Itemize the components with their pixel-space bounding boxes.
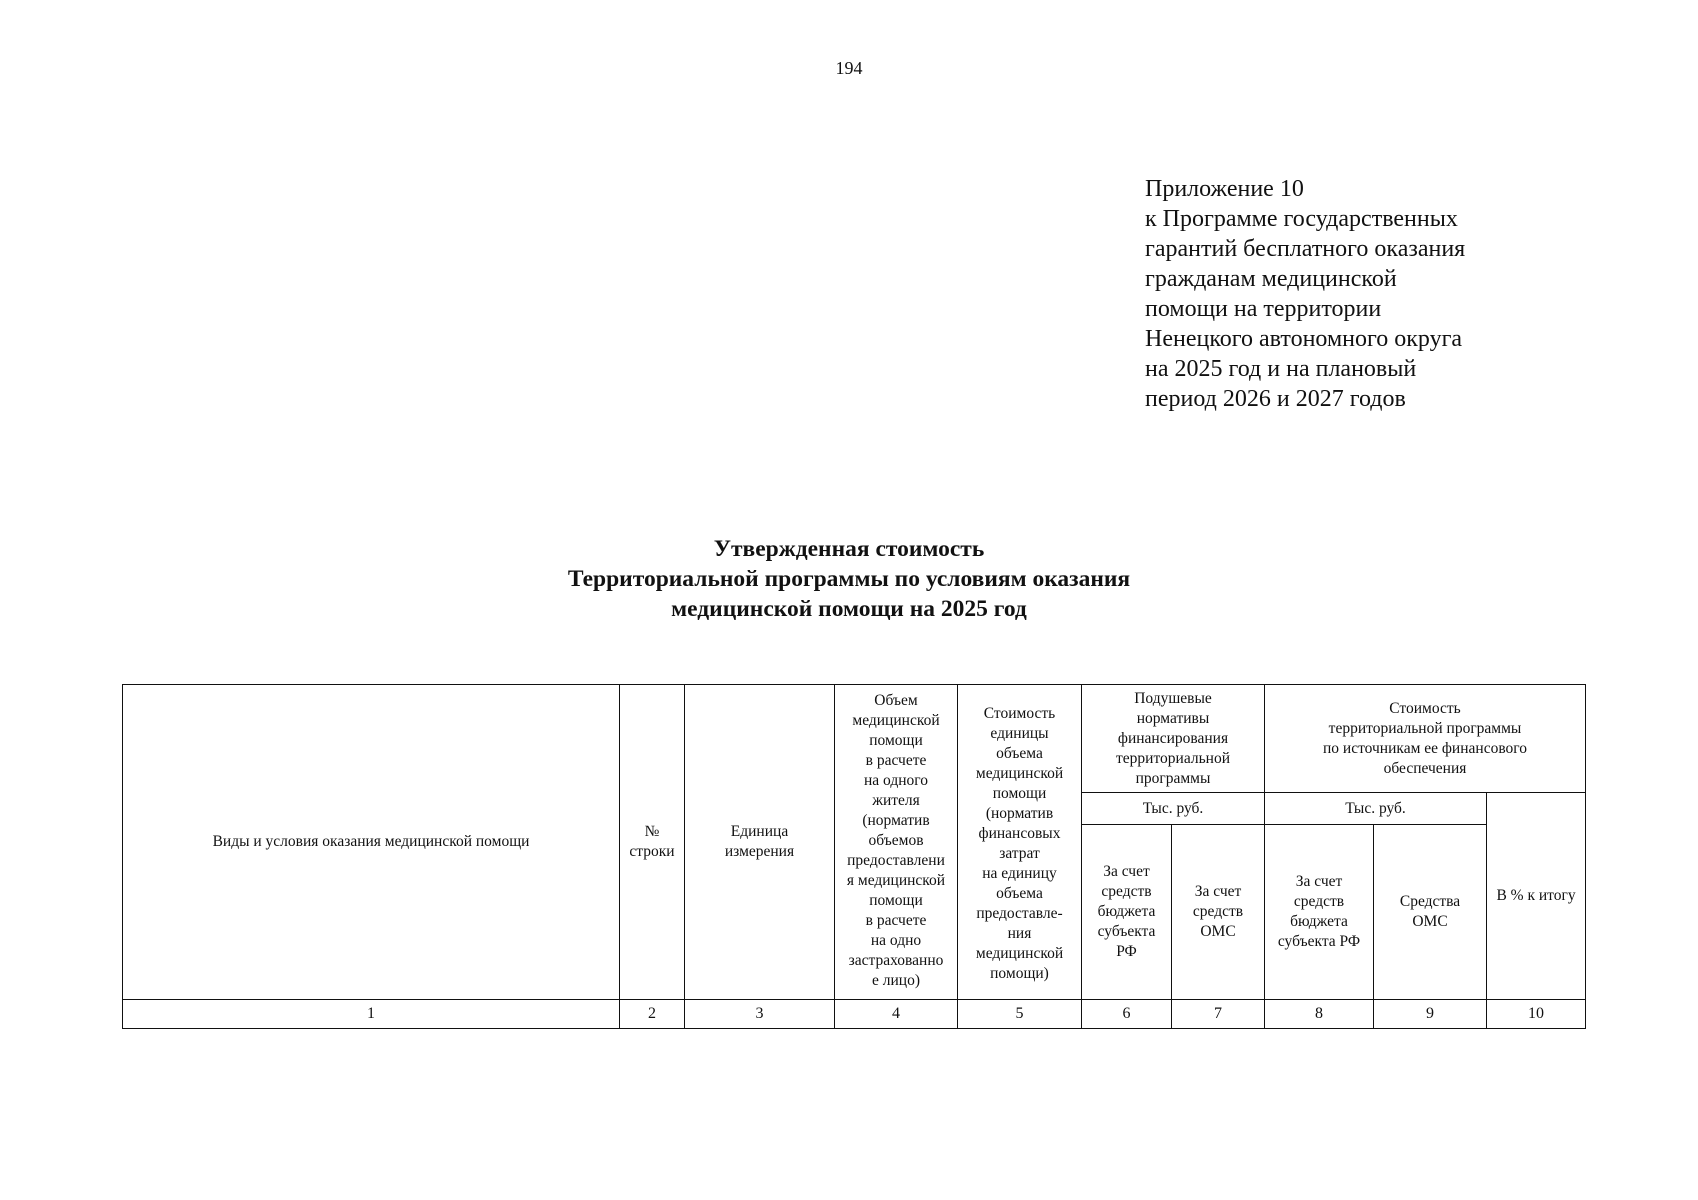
header-oms-funds-col7: За счет средств ОМС: [1172, 825, 1265, 1000]
header-per-capita-unit: Тыс. руб.: [1082, 793, 1265, 825]
header-oms-funds-col9: Средства ОМС: [1374, 825, 1487, 1000]
appendix-line: Приложение 10: [1145, 176, 1304, 202]
column-number: 4: [835, 1000, 958, 1029]
appendix-line: гражданам медицинской: [1145, 266, 1397, 292]
header-program-cost: Стоимость территориальной программы по источникам ее финансового обеспечения: [1265, 685, 1586, 793]
appendix-line: на 2025 год и на плановый: [1145, 356, 1417, 382]
appendix-reference: [1145, 174, 1665, 414]
column-number: 9: [1374, 1000, 1487, 1029]
header-budget-funds-col8: За счет средств бюджета субъекта РФ: [1265, 825, 1374, 1000]
title-line: Утвержденная стоимость: [713, 536, 985, 562]
header-unit-cost: Стоимость единицы объема медицинской помощи (норматив финансовых затрат на единицу объема предоставле- ния медицинской помощи): [958, 685, 1082, 1000]
header-care-volume: Объем медицинской помощи в расчете на одного жителя (норматив объемов предоставлени я медицинской помощи в расчете на одно застрахованно е лицо): [835, 685, 958, 1000]
cost-table: [122, 684, 1586, 1029]
header-budget-funds-col6: За счет средств бюджета субъекта РФ: [1082, 825, 1172, 1000]
document-title: [0, 534, 1698, 624]
appendix-line: к Программе государственных: [1145, 206, 1458, 232]
column-number: 6: [1082, 1000, 1172, 1029]
header-row-number: № строки: [620, 685, 685, 1000]
header-percent-of-total: В % к итогу: [1487, 793, 1586, 1000]
column-number: 8: [1265, 1000, 1374, 1029]
column-number: 1: [123, 1000, 620, 1029]
title-line: Территориальной программы по условиям оказания: [567, 566, 1131, 592]
column-number: 10: [1487, 1000, 1586, 1029]
column-number: 7: [1172, 1000, 1265, 1029]
header-unit-of-measure: Единица измерения: [685, 685, 835, 1000]
header-program-cost-unit: Тыс. руб.: [1265, 793, 1487, 825]
header-per-capita-norms: Подушевые нормативы финансирования территориальной программы: [1082, 685, 1265, 793]
appendix-line: помощи на территории: [1145, 296, 1382, 322]
header-types-of-care: Виды и условия оказания медицинской помощи: [123, 685, 620, 1000]
column-number: 3: [685, 1000, 835, 1029]
column-number: 2: [620, 1000, 685, 1029]
appendix-line: период 2026 и 2027 годов: [1145, 386, 1406, 412]
page-number: 194: [835, 58, 863, 78]
appendix-line: гарантий бесплатного оказания: [1145, 236, 1466, 262]
appendix-line: Ненецкого автономного округа: [1145, 326, 1463, 352]
column-number: 5: [958, 1000, 1082, 1029]
title-line: медицинской помощи на 2025 год: [671, 596, 1027, 622]
